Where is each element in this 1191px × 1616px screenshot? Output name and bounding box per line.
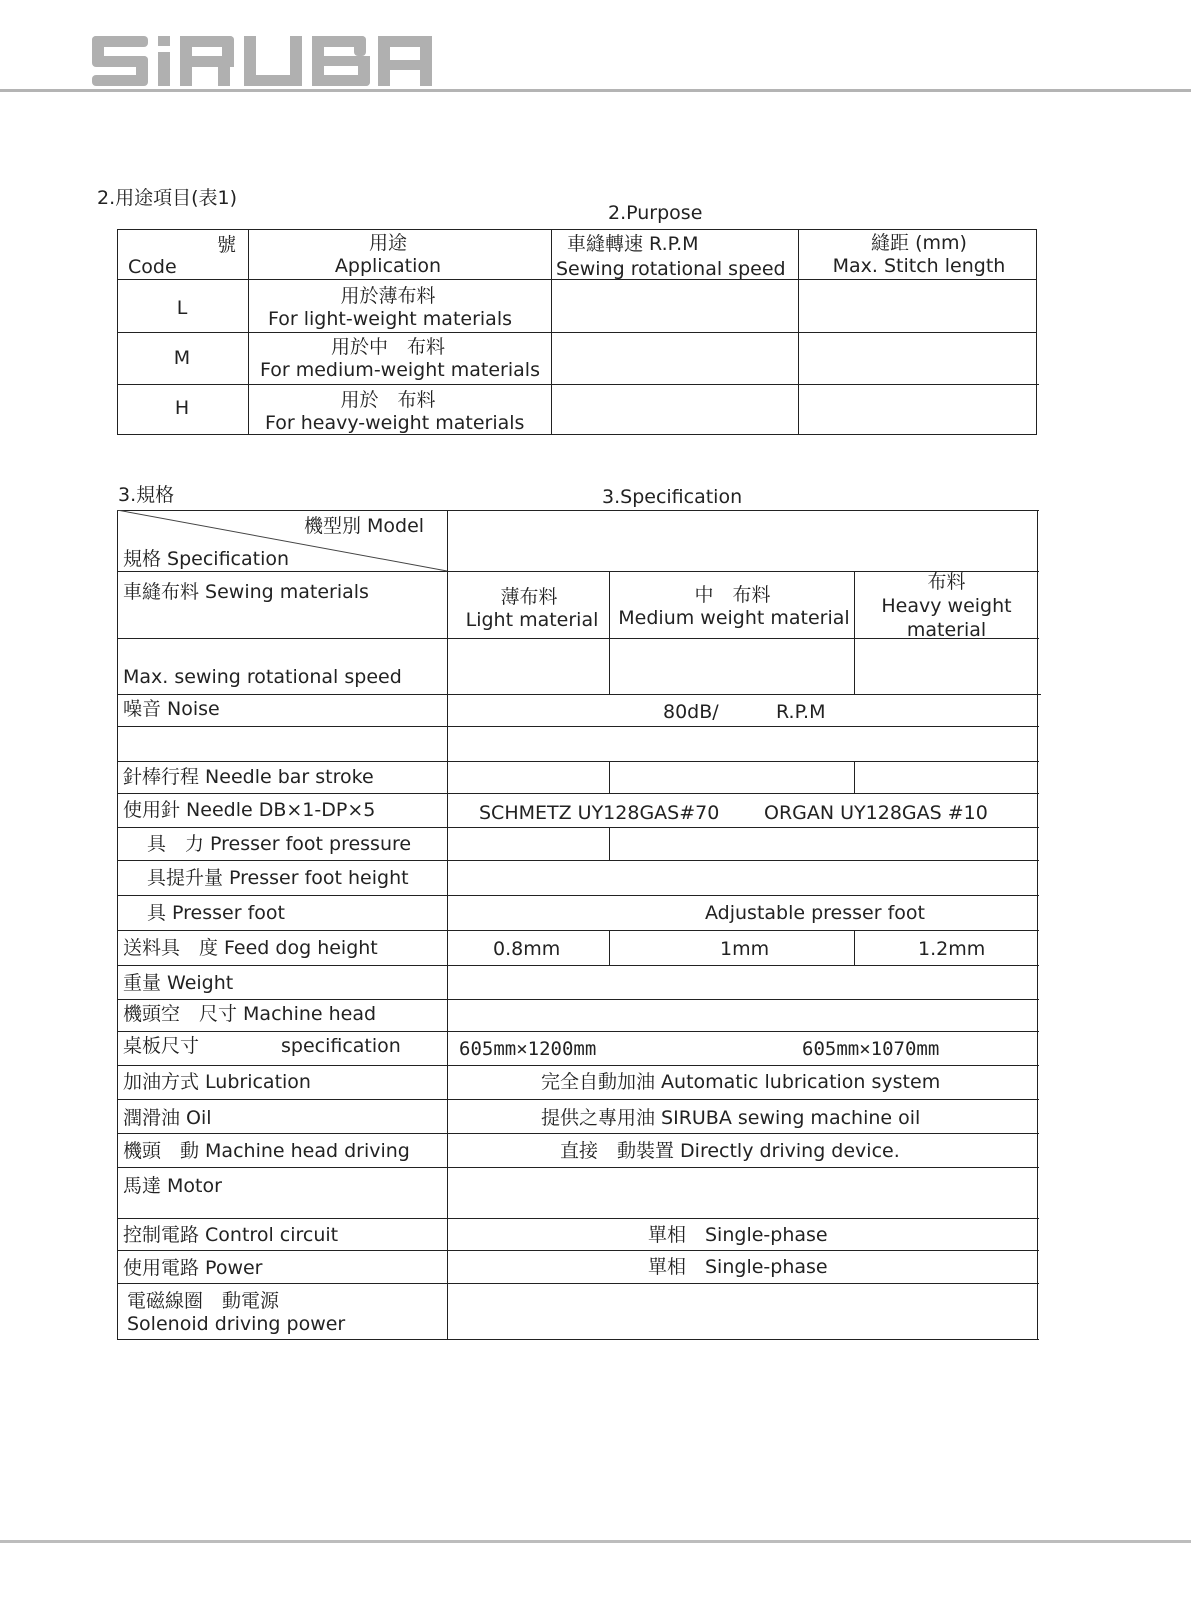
section2-heading-en: 2.Purpose bbox=[608, 202, 703, 224]
control-circuit-label: 控制電路 Control circuit bbox=[123, 1224, 339, 1246]
table-size-label-en: specification bbox=[281, 1035, 401, 1057]
needle-value-schmetz: SCHMETZ UY128GAS#70 bbox=[479, 802, 720, 824]
speed-header-en: Sewing rotational speed bbox=[556, 258, 786, 280]
speed-header-cn: 車縫轉速 R.P.M bbox=[567, 233, 699, 255]
code-header-en: Code bbox=[128, 256, 177, 278]
model-label: 機型別 Model bbox=[304, 515, 425, 537]
needle-label: 使用針 Needle DB×1-DP×5 bbox=[123, 799, 376, 821]
code-cell: H bbox=[174, 397, 190, 419]
machine-head-label: 機頭空 尺寸 Machine head bbox=[123, 1003, 377, 1025]
application-cell-cn: 用於中 布料 bbox=[330, 336, 445, 358]
lubrication-value: 完全自動加油 Automatic lubrication system bbox=[541, 1071, 941, 1093]
section2-heading-cn: 2.用途項目(表1) bbox=[97, 187, 238, 209]
stitch-header-cn: 縫距 (mm) bbox=[871, 232, 967, 254]
medium-material-cn: 中 布料 bbox=[694, 584, 771, 606]
heavy-material-en-line2: material bbox=[906, 619, 987, 641]
machine-head-driving-value: 直接 動裝置 Directly driving device. bbox=[560, 1140, 900, 1162]
sewing-materials-label: 車縫布料 Sewing materials bbox=[123, 581, 369, 603]
noise-value: 80dB/ bbox=[663, 701, 719, 723]
heavy-material-en-line1: Heavy weight bbox=[881, 595, 1012, 617]
siruba-logo bbox=[92, 28, 432, 92]
section3-heading-en: 3.Specification bbox=[602, 486, 743, 508]
code-cell: L bbox=[176, 297, 188, 319]
power-value: 單相 Single-phase bbox=[648, 1256, 828, 1278]
noise-label: 噪音 Noise bbox=[123, 698, 220, 720]
application-header-en: Application bbox=[334, 255, 442, 277]
application-cell-cn: 用於薄布料 bbox=[340, 285, 436, 307]
presser-foot-value: Adjustable presser foot bbox=[705, 902, 925, 924]
table-size-value-2: 605mm×1070mm bbox=[802, 1038, 940, 1060]
max-speed-label: Max. sewing rotational speed bbox=[123, 666, 402, 688]
presser-foot-pressure-label: 具 力 Presser foot pressure bbox=[147, 833, 412, 855]
light-material-cn: 薄布料 bbox=[500, 586, 558, 608]
heavy-material-cn: 布料 bbox=[927, 571, 966, 593]
presser-foot-height-label: 具提升量 Presser foot height bbox=[147, 867, 409, 889]
footer-rule bbox=[0, 1540, 1191, 1543]
application-header-cn: 用途 bbox=[368, 232, 407, 254]
oil-label: 潤滑油 Oil bbox=[123, 1107, 212, 1129]
application-cell-en: For heavy-weight materials bbox=[265, 412, 525, 434]
solenoid-label-cn: 電磁線圈 動電源 bbox=[127, 1290, 280, 1312]
solenoid-label-en: Solenoid driving power bbox=[127, 1313, 346, 1335]
needle-bar-stroke-label: 針棒行程 Needle bar stroke bbox=[123, 766, 374, 788]
specification-label: 規格 Specification bbox=[123, 548, 290, 570]
oil-value: 提供之專用油 SIRUBA sewing machine oil bbox=[541, 1107, 921, 1129]
feed-dog-value-heavy: 1.2mm bbox=[918, 938, 986, 960]
header-rule bbox=[0, 89, 1191, 92]
power-label: 使用電路 Power bbox=[123, 1257, 263, 1279]
feed-dog-value-medium: 1mm bbox=[720, 938, 770, 960]
machine-head-driving-label: 機頭 動 Machine head driving bbox=[123, 1140, 410, 1162]
application-cell-en: For medium-weight materials bbox=[260, 359, 540, 381]
light-material-en: Light material bbox=[465, 609, 599, 631]
motor-label: 馬達 Motor bbox=[123, 1175, 222, 1197]
table-size-label-cn: 桌板尺寸 bbox=[123, 1035, 200, 1057]
application-cell-en: For light-weight materials bbox=[268, 308, 512, 330]
weight-label: 重量 Weight bbox=[123, 972, 234, 994]
needle-value-organ: ORGAN UY128GAS #10 bbox=[764, 802, 988, 824]
stitch-header-en: Max. Stitch length bbox=[832, 255, 1006, 277]
lubrication-label: 加油方式 Lubrication bbox=[123, 1071, 311, 1093]
application-cell-cn: 用於 布料 bbox=[340, 389, 436, 411]
feed-dog-height-label: 送料具 度 Feed dog height bbox=[123, 937, 378, 959]
code-header-cn: 號 bbox=[217, 234, 237, 256]
medium-material-en: Medium weight material bbox=[618, 607, 850, 629]
table-size-value-1: 605mm×1200mm bbox=[459, 1038, 597, 1060]
noise-unit: R.P.M bbox=[776, 701, 826, 723]
presser-foot-label: 具 Presser foot bbox=[147, 902, 285, 924]
code-cell: M bbox=[173, 347, 191, 369]
feed-dog-value-light: 0.8mm bbox=[493, 938, 561, 960]
section3-heading-cn: 3.規格 bbox=[118, 484, 175, 506]
control-circuit-value: 單相 Single-phase bbox=[648, 1224, 828, 1246]
